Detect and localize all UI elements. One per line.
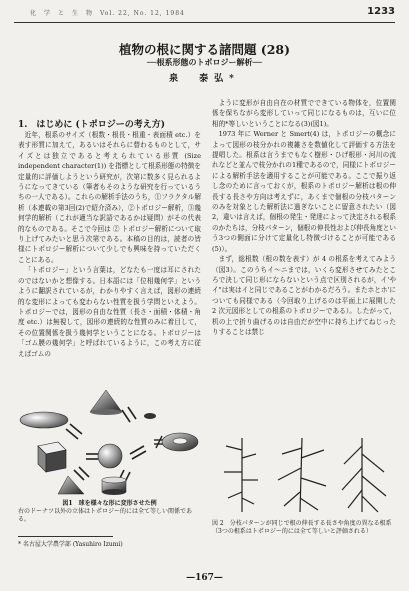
paragraph: 1973 年に Werner と Smert(4) は，トポロジーの概念によって図形の枝分かれの複雑さを数値化して評価する方法を提唱した。根系は言うまでもなく樹形・ひげ根形・河川の流れなどと並んで枝分かれの1種であるので，同様にトポロジーによる解析手法を適用することが可能である。ここで振り返し念のために言っておくが，根系のトポロジー解析は根の伸長する長さや方向は考えずに，あくまで個根の分枝パターンのみを対象とした解析法に過ぎないことに留意されたい（図2，違いは言えば，個根の発生・発達によって決定される根系のかたちは，分枝パターン，個根の伸長性および伸長角度という3つの側面に分けて定量化し特徴づけることが可能である(5)）。 (212, 130, 396, 253)
header-rule (14, 22, 395, 23)
journal-name: 化 学 と 生 物 Vol. 22, No. 12, 1984 (30, 10, 185, 17)
paragraph: 近年，根系のサイズ（根数・根長・根重・表面積 etc.）を表す形質に加えて，あるいはそれらに替わるものとして，サイズとは独立であると考えられている形質 (Size independent character(1)) を指標として根系形態の特徴を定量的に評価しようという研究が，次第に数多く見られるようになってきている（筆者もそのような研究を行っているうちの一人である）。これらの解析手法のうち，①フラクタル解析（本連載の第3回(2)で紹介済み），②トポロジー解析，③幾何学的解析（これが適当な訳語であるかは疑問）がその代表的なものである。そこで今回は ② トポロジー解析について取り上げてみたいと思う次第である。本稿の目的は，読者の皆様にトポロジー解析について少しでも興味を持っていただくことにある。 (18, 131, 201, 264)
figure-1-shapes (18, 384, 201, 496)
left-column (18, 130, 201, 382)
running-header (30, 6, 395, 20)
paragraph: ように変形が自由自在の材質でできている物体を，位置関係を保ちながら変形していって同じになるものは，互いに位相的*等しいということになる(3)(図1)。 (212, 99, 396, 128)
figure-2-caption: 図 2 分枝パターンが同じで根の伸長する長さや角度の異なる根系（3つの根系はトポロジー的には全て等しいと評価される） (212, 520, 392, 535)
article-author: 泉 泰弘* (169, 74, 240, 84)
page-footer-number: —167— (186, 573, 223, 583)
figure-1-caption-text: 右のドーナツ以外の立体はトポロジー的には全て等しい関係である。 (18, 508, 192, 523)
figure-2-root-systems (212, 436, 396, 514)
page-number: 1233 (367, 6, 395, 17)
section-heading: 1. はじめに (トポロジーの考え方) (18, 120, 166, 130)
paragraph: 「トポロジー」という言葉は，どなたも一度は耳にされたのではないかと想像する。日本語には「位相幾何学」というように翻訳されているが，わかりやすく言えば，図形の連続的な変形によっても変わらない性質を扱う学問といえよう。トポロジーでは，図形の自由な性質（長さ・面積・体積・角度 etc.）は無視して，図形の連続的な性質のみに着目して，その位置関係を扱う幾何学ということになる。トポロジーは「ゴム膜の幾何学」と呼ばれているように，この考え方に従えばゴムの (18, 266, 201, 358)
right-column (212, 98, 396, 433)
article-subtitle: ──根系形態のトポロジー解析── (146, 57, 263, 67)
article-title: 植物の根に関する諸問題 (28) (118, 42, 291, 57)
footnote-rule (18, 536, 113, 537)
figure-1-caption-label: 図1 球を様々な形に変形させた例 (62, 500, 157, 507)
figure-1-caption (18, 500, 201, 524)
paragraph: まず，総根数（根の数を表す）が 4 の根系を考えてみよう（図3）。このうちイ〜ニまでは，いくら変形させてみたところで決して同じ形にならないという点で区別されるが，イ'やイ"は実はイと同じであることがわかるだろう。またホとホ'についても同様である（今回取り上げるのは平面上に展開した 2 次元図形としての根系のトポロジーである）。したがって，机の上で折り曲げるのは自由だが空中に持ち上げてねじったりすることは禁じ (212, 255, 396, 336)
footnote: * 名古屋大学農学部 (Yasuhiro Izumi) (18, 541, 123, 548)
